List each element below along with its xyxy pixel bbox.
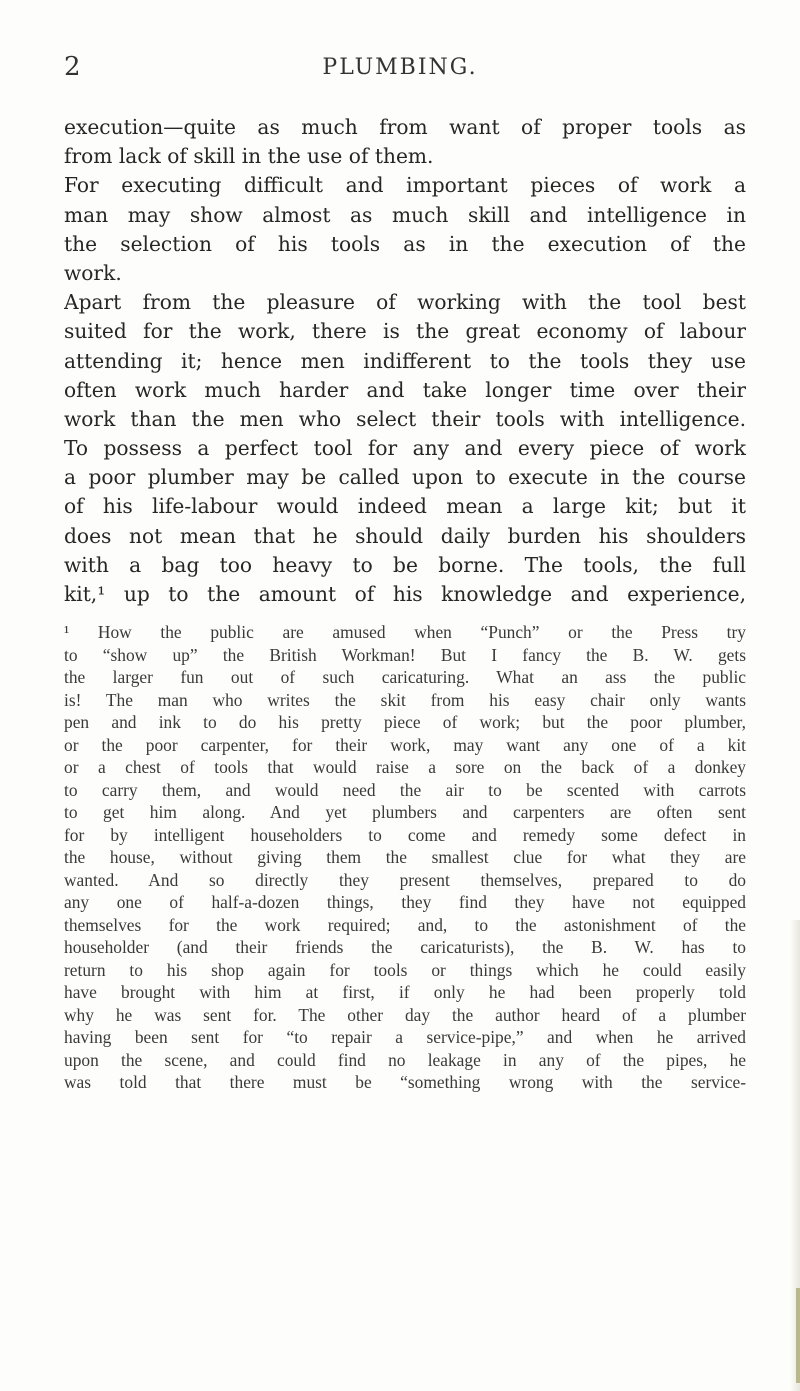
footnote-line: to get him along. And yet plumbers and carpenters are often sent <box>64 802 746 823</box>
text-line: does not mean that he should daily burden his shoulders <box>64 523 746 548</box>
text-line: a poor plumber may be called upon to execute in the course <box>64 465 746 490</box>
text-line: work. <box>64 260 122 285</box>
footnote-line: themselves for the work required; and, to the astonishment of the <box>64 914 746 935</box>
footnote-line: why he was sent for. The other day the author heard of a plumber <box>64 1004 746 1025</box>
footnote-line: return to his shop again for tools or things which he could easily <box>64 959 746 980</box>
footnote-line: wanted. And so directly they present themselves, prepared to do <box>64 869 746 890</box>
footnote-line: ¹ How the public are amused when “Punch” or the Press try <box>64 622 746 643</box>
text-line: kit,¹ up to the amount of his knowledge and experience, <box>64 582 746 606</box>
footnote-line: upon the scene, and could find no leakage in any of the pipes, he <box>64 1049 746 1070</box>
footnote-line: is! The man who writes the skit from his easy chair only wants <box>64 689 746 710</box>
text-line: from lack of skill in the use of them. <box>64 144 434 169</box>
text-line: often work much harder and take longer time over their <box>64 377 746 402</box>
footnote-line: have brought with him at first, if only he had been properly told <box>64 982 746 1003</box>
footnote-line: to carry them, and would need the air to be scented with carrots <box>64 779 746 800</box>
text-line: Apart from the pleasure of working with the tool best <box>64 290 746 315</box>
text-line: with a bag too heavy to be borne. The tools, the full <box>64 552 746 577</box>
footnote-spacer <box>64 609 746 621</box>
text-line: suited for the work, there is the great economy of labour <box>64 319 746 344</box>
page-edge-discoloration <box>796 1288 800 1383</box>
running-head: PLUMBING. <box>322 55 478 80</box>
footnote-line: was told that there must be “something wrong with the service- <box>64 1072 746 1093</box>
footnote-line: the house, without giving them the smallest clue for what they are <box>64 847 746 868</box>
page-body <box>64 113 746 1094</box>
footnote-line: to “show up” the British Workman! But I fancy the B. W. gets <box>64 644 746 665</box>
footnote-line: pen and ink to do his pretty piece of work; but the poor plumber, <box>64 712 746 733</box>
text-line: execution—quite as much from want of proper tools as <box>64 115 746 139</box>
page-number: 2 <box>64 52 81 82</box>
footnote-line: householder (and their friends the caricaturists), the B. W. has to <box>64 937 746 958</box>
footnote-line: or the poor carpenter, for their work, may want any one of a kit <box>64 734 746 755</box>
footnote-line: having been sent for “to repair a service-pipe,” and when he arrived <box>64 1027 746 1048</box>
footnote-line: any one of half-a-dozen things, they find they have not equipped <box>64 892 746 913</box>
text-line: man may show almost as much skill and intelligence in <box>64 202 746 227</box>
text-line: work than the men who select their tools with intelligence. <box>64 406 746 431</box>
text-line: attending it; hence men indifferent to the tools they use <box>64 348 746 373</box>
footnote-line: or a chest of tools that would raise a sore on the back of a donkey <box>64 757 746 778</box>
text-line: For executing difficult and important pieces of work a <box>64 173 746 198</box>
text-line: of his life-labour would indeed mean a large kit; but it <box>64 494 746 519</box>
text-line: the selection of his tools as in the execution of the <box>64 231 746 256</box>
text-line: To possess a perfect tool for any and every piece of work <box>64 436 746 461</box>
footnote-line: for by intelligent householders to come and remedy some defect in <box>64 824 746 845</box>
footnote-line: the larger fun out of such caricaturing. What an ass the public <box>64 667 746 688</box>
